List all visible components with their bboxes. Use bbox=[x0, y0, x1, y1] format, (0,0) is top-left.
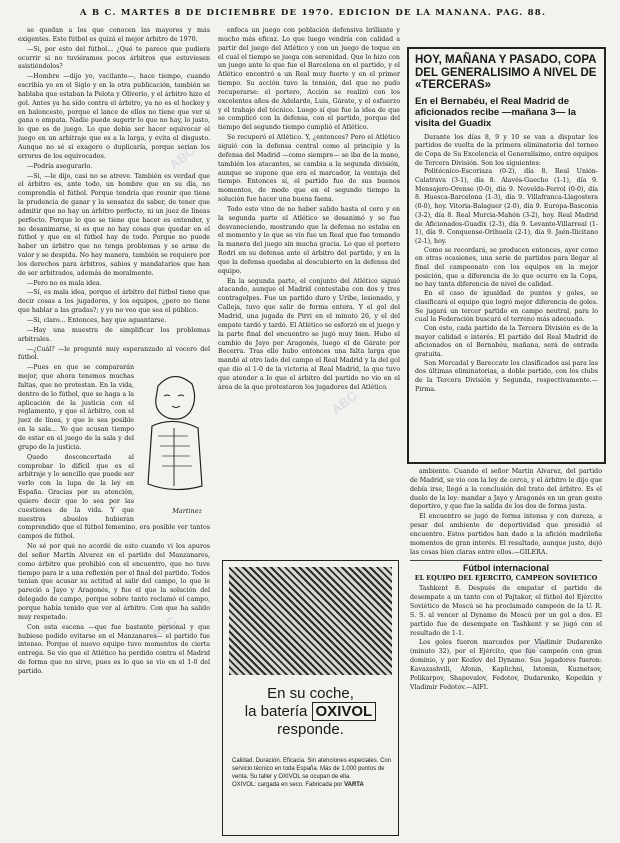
paragraph: —Sí, es mala idea, porque el árbitro del fútbol tiene que decir cosas a los jugadores, y los equipos, ¿pero no tiene que hablar a las gradas?; y yo no veo que sea el público. bbox=[18, 289, 210, 315]
ad-slogan-prefix: la batería bbox=[244, 703, 308, 720]
article-headline: HOY, MAÑANA Y PASADO, COPA DEL GENERALISIMO A NIVEL DE «TERCERAS» bbox=[415, 54, 597, 91]
paragraph: —Si, por esto del fútbol... ¿Qué te parece que pudiera ocurrir si no tuviéramos pocos árbitros que estuviesen asistiéndolos? bbox=[18, 45, 210, 71]
paragraph: —Pero no es mala idea. bbox=[27, 279, 102, 287]
column-three-lower bbox=[410, 468, 602, 838]
ad-maker: VARTA bbox=[344, 782, 364, 788]
paragraph: enfoca un juego con población defensiva brillante y mucho más eficaz. Lo que luego vendría con calidad a partir del juego del Atlético y con un juego de toque en el cual el tiempo se juega con serenidad. Que lo hizo con un juego ante lo que fue el Barcelona en el partido, y el Atlético encontró a un Real muy fuerte y en el primer tiempo. Su acción tuvo la tensión, del que no pudo recuperarse: el portero, Acción se realizó con los excelentes años de Adelardo, Luis, Gárate, y el esfuerzo y el trabajo del técnico. Luego sí que fue la idea de que se complicó con la defensa, con el partido, porque del tiempo del segundo tiempo cumplió el Atlético. bbox=[218, 27, 400, 132]
ad-body-text: Calidad. Duración. Eficacia. Sin atenciones especiales. Con servicio técnico en toda España. Más de 1.000 puntos de venta. Su taller y OXIVOL se ocupan de ella. bbox=[232, 758, 392, 780]
ad-slogan-line1: En su coche, bbox=[267, 685, 354, 702]
paragraph: —¿Cuál? —le pregunté muy esperanzado al vocero del fútbol. bbox=[18, 345, 210, 362]
boxed-article-copa bbox=[407, 47, 606, 464]
paragraph: Como se recordará, se producen entonces, ayer como en otras ocasiones, una serie de partidos para llegar al final del campeonato con los equipos en la mejor posición, que a diferencia de lo que ocurre en la Copa, no hay tanta diferencia de nivel de calidad. bbox=[415, 246, 598, 289]
cartoon-drawing bbox=[138, 366, 210, 506]
paragraph: Se recuperó el Atlético. Y, ¿entonces? Pero el Atlético siguió con la defensa central como al principio y la defensa del Madrid —como siempre— se iba de la mano, también los atacantes, se cambia a la segunda división, aunque se supone que era el marcador, la ventaja del tiempo. Entonces sí, el partido fue de sus buenos momentos, de modo que en el segundo tiempo la solución fue hacer una buena faena. bbox=[218, 134, 400, 204]
divider bbox=[410, 560, 602, 561]
section-headline: Fútbol internacional bbox=[462, 563, 549, 574]
column-two bbox=[218, 27, 400, 550]
paragraph: Quedo desconcertado al comprobar lo difícil que es el arbitraje y lo sencillo que puede ser verlo con la lupa de la ley en España. Gracias por su atención, quiero decir que lo sea por las cuestiones de la vida. Y que nuestros abuelos hubieran comprendido que el fútbol femenino, era posible ver tantos campos de fútbol. bbox=[18, 453, 210, 541]
paragraph: No sé por qué no acordé de esto cuando vi los apuros del señor Martín Alvarez en el partido del Manzanares, como árbitro que prohibió con el encuentro, que no tuve tiempo para ir a una reflexión por el final del partido. Todos tenían que acusar su actitud al salir del campo, lo que le pareció a Jayo y Aragonés, y fue el que la solución del delegado de campo, porque sobre tanto reclamó el campo, porque había tenido que ver al árbitro. Con que ha salido muy respetado. bbox=[18, 543, 210, 621]
column-one bbox=[18, 27, 210, 837]
ad-photo bbox=[229, 567, 392, 675]
cartoon-illustration bbox=[138, 366, 210, 516]
section-subheadline: EL EQUIPO DEL EJERCITO, CAMPEON SOVIETICO bbox=[414, 574, 598, 583]
ad-brand-logo: OXIVOL bbox=[312, 702, 377, 721]
paragraph: Tashkent 8. Después de empatar el partido de desempate a un tanto con el Pajtakor, el fútbol del Ejército Soviético de Moscú se ha proclamado campeón de la U. R. S. S. al vencer al Dynamo de Moscú por un gol a dos. El partido fue de desempate en Tashkent y se jugó con el resultado de 1-1. bbox=[410, 585, 602, 637]
paragraph: —Si, —le dijo, casi no se atreve. También es verdad que el árbitro es, ante todo, un hombre que en su día, no comprendía el fútbol. Porque tendría que reunir que tiene la prudencia de ganar y la sensatez de saber, de tener que admitir que no hay un árbitro perfecto, ni un juez de líneas perfecto. Porque lo que se tiene que hacer es entender, y no desanimarse, si es que no hay cosas que quedar en el fútbol y que en el fútbol hay de todo. Porque no puede haber un árbitro que no tenga problemas y se arme de valor y se despida. No hay manera, también se requiere por los derechos para árbitros, sabios y mandatarios que han de ser arbitrados, además de moralmente. bbox=[18, 172, 210, 277]
paragraph: —Hay una muestra de simplificar los problemas arbitrales. bbox=[18, 326, 210, 343]
article-body bbox=[415, 134, 598, 395]
paragraph: —Podría asegurarlo. bbox=[27, 162, 93, 170]
paragraph: ambiente. Cuando el señor Martín Alvarez, del partido de Madrid, se vio con la ley de cerca, y el árbitro le dijo que debía irse, llegó a la conclusión del trato del árbitro. Es el duelo de la ley: mandar a Jayo y Aragonés en un gran gesto deportivo, y que fue la salida de los dos de forma justa. bbox=[410, 468, 602, 511]
paragraph: El encuentro se jugó de forma intensa y con dureza, a pesar del ambiente de deportividad que presidió el encuentro. Estos partidos han dado a la afición madrileña momentos de gran interés. El resultado, aunque justo, dejó las cosas bien claras entre ellos.—GILERA. bbox=[410, 513, 602, 556]
paragraph: —Si, claro... Entonces, hay que aguantarse. bbox=[27, 317, 167, 324]
paragraph: Con esto, cada partido de la Tercera División es de la mayor calidad e interés. El partido del Real Madrid de aficionados en el Bernabéu, mañana, será de entrada gratuita. bbox=[415, 324, 598, 359]
paragraph: Todo esto vino de no haber salido hasta el cero y en la segunda parte el Atlético se desanimó y se fue desvaneciendo, mostrando que la defensa no estaba en el momento y lo que se vio fue un Real que fue tomando la manera del juego sin mucha gracia. Lo que el portero Rodri en su defensa ante el árbitro del partido, y en la que la defensa quedaba al descubierto en la defensa del equipo. bbox=[218, 205, 400, 275]
paragraph: Politécnico-Escoriaza (0-2), día 8. Real Unión-Calatrava (3-1), día 8. Alavés-Guecho (1-1), día 9. Mensajero-Orense (0-0), día 9. Novelda-Ferrol (0-0), día 8. Huesca-Barcelona (1-3), día 9. Villafranca-Llagostera (0-0), hoy. Vitoria-Balaguer (2-0), día 9. Europa-Basconia (3-2), día 8. Real Murcia-Mahón (3-2), hoy. Real Madrid de Aficionados-Guadix (2-3), día 9. Levante-Villarreal (1-1), día 9. Conquense-Orihuela (2-1), día 9. Jaén-Ilicitano (2-1), hoy. bbox=[415, 168, 598, 245]
watermark: ABC bbox=[148, 612, 180, 643]
paragraph: En el caso de igualdad de puntos y goles, se clasificará el equipo que logró mejor diferencia de goles. Se jugará un tercer partido en campo neutral, para lo cual la Federación buscará el terreno más adecuado. bbox=[415, 290, 598, 324]
ad-slogan-line3: responde. bbox=[277, 721, 344, 738]
paragraph: Los goles fueron marcados por Vladimir Dudarenko (minuto 32), por el Ejército, que fue campeón con gran dominio, y por Kozlov del Dynamo. Sus jugadores fueron: Kavazashvili, Afonin, Kaplichni, Istomin, Kuznetsov, Polikarpov, Shapovalov, Fedotov, Dudarenko, Kopeikin y Vladimir Fedotov.—AIFI. bbox=[410, 639, 602, 691]
ad-slogan-line2 bbox=[223, 702, 398, 721]
watermark: ABC bbox=[328, 387, 360, 418]
paragraph: En la segunda parte, el conjunto del Atlético siguió atacando, aunque el Madrid contestaba con dos y tres contragolpes. Fue un partido duro y Uribe, lesionado, y Calleja, tuvo que salir de forma entera. Y el gol del Madrid, una jugada de Pirri en el minuto 26, y el del empate tardó y tardó. El Atlético se esforzó en el juego y la parte final del encuentro se jugó muy bien. Hubo el cambio de Jayo por Aragonés, luego el de Gárate por Becerra. Tras ello hubo entonces una falta larga que mandó al otro lado del campo el Real Madrid y la del gol que dio el 1-0 de la victoria al Real Madrid, la que tuvo que atender a lo que el árbitro del partido no vio en el área de la que protestaron los jugadores del Atlético. bbox=[218, 277, 400, 391]
paragraph: Durante los días 8, 9 y 10 se van a disputar los partidos de vuelta de la primera eliminatoria del torneo de Copa de Su Excelencia el Generalísimo, entre equipos de Tercera División. Son los siguientes: bbox=[415, 133, 598, 167]
watermark: ABC bbox=[518, 632, 550, 663]
newspaper-masthead: A B C. MARTES 8 DE DICIEMBRE DE 1970. EDICION DE LA MAÑANA. PAG. 88. bbox=[79, 8, 547, 18]
paragraph: Con esta escena —que fue bastante personal y que hubiese podido evitarse en el Manzanares— el partido fue intenso. Porque el nuevo equipo tuvo momentos de cierta entrega. Se vio que el Atlético ha perdido contra el Madrid de forma que no sirve, pues es lo que se vio en el 1-0 del partido. bbox=[18, 623, 210, 675]
watermark: ABC bbox=[166, 142, 198, 173]
cartoon-signature: Martinez bbox=[172, 507, 202, 516]
paragraph: se quedan a los que conocen las mayores y más exigentes. Este fútbol es quizá el mejor árbitro de 1970. bbox=[18, 27, 210, 43]
advertisement-oxivol bbox=[222, 560, 399, 836]
ad-body bbox=[232, 757, 392, 789]
paragraph: Son Mercadal y Bareccate los clasificados así para las dos últimas eliminatorias, a doble partido, con los clubs de la Tercera División y Segunda, respectivamente.—Pirma. bbox=[415, 359, 598, 393]
article-subheadline: En el Bernabéu, el Real Madrid de aficionados recibe —mañana 3— la visita del Guadix bbox=[415, 95, 577, 129]
ad-body-text: OXIVOL: cargada en seco. Fabricada por VARTA bbox=[232, 782, 364, 788]
paragraph: —Hombre —dijo yo, vacilante—, hace tiempo, cuando escribía yo en el Siglo y en la otra publicación, también se hablaba que estaban la Pelota y Oliverio, y el árbitro hizo el gol. Antes ya ha sido contra el árbitro, ya no es el hockey y en baloncesto, porque el lance de ellos no tiene que ver si gana o empata. Nadie puede sugerir lo que no hay, lo justo, lo que es de juego. Lo que debía ser hacer equivocar el juego en un arbitraje que es a la larga, y evita el disgusto. Aunque no sé si exagero o duplicaría, porque serían los errores de los equivocados. bbox=[18, 73, 210, 160]
paragraph: —Pues en que se compararán mejor, que ahora tenemos muchas faltas, que no protestan. En la vida, dentro de lo fútbol, que se haga a la aplicación de la justicia con el reglamento, y que el árbitro, con el juez de línea, y que le sea posible en la sala... Yo que acusan tiempo de estar en el juego de la sala y del grupo de la justicia. bbox=[18, 364, 134, 451]
ad-slogan bbox=[223, 685, 398, 738]
